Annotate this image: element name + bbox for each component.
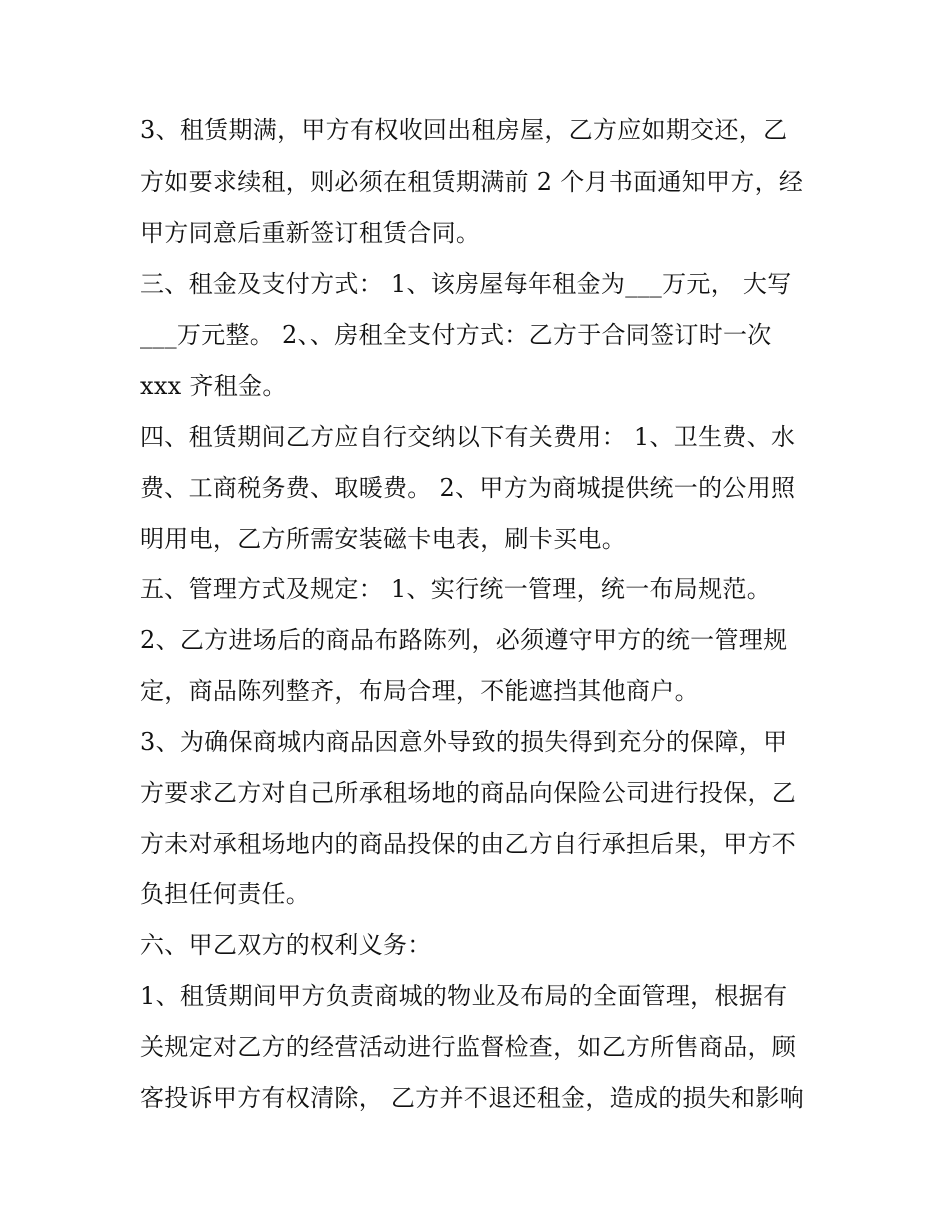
- text-line: ___万元整。 2、、房租全支付方式：乙方于合同签订时一次: [140, 321, 772, 349]
- text-line: 方如要求续租，则必须在租赁期满前 2 个月书面通知甲方，经: [140, 168, 804, 196]
- text-line: 定，商品陈列整齐，布局合理，不能遮挡其他商户。: [140, 677, 699, 705]
- text-line: 五、管理方式及规定： 1、实行统一管理，统一布局规范。: [140, 575, 771, 603]
- text-line: xxx 齐租金。: [140, 372, 287, 400]
- text-line: 甲方同意后重新签订租赁合同。: [140, 219, 481, 247]
- text-line: 关规定对乙方的经营活动进行监督检查，如乙方所售商品，顾: [140, 1033, 797, 1061]
- text-line: 六、甲乙双方的权利义务：: [140, 931, 432, 959]
- text-line: 三、租金及支付方式： 1、该房屋每年租金为___万元， 大写: [140, 270, 792, 298]
- text-line: 方未对承租场地内的商品投保的由乙方自行承担后果，甲方不: [140, 830, 797, 858]
- text-line: 3、为确保商城内商品因意外导致的损失得到充分的保障，甲: [140, 728, 788, 756]
- text-line: 3、租赁期满，甲方有权收回出租房屋，乙方应如期交还，乙: [140, 116, 788, 144]
- text-line: 客投诉甲方有权清除， 乙方并不退还租金，造成的损失和影响: [140, 1084, 805, 1112]
- text-line: 方要求乙方对自己所承租场地的商品向保险公司进行投保，乙: [140, 779, 797, 807]
- text-line: 四、租赁期间乙方应自行交纳以下有关费用： 1、卫生费、水: [140, 423, 796, 451]
- text-line: 2、乙方进场后的商品布路陈列，必须遵守甲方的统一管理规: [140, 626, 788, 654]
- text-line: 负担任何责任。: [140, 880, 311, 908]
- text-line: 1、租赁期间甲方负责商城的物业及布局的全面管理，根据有: [140, 982, 788, 1010]
- text-line: 费、工商税务费、取暖费。 2、甲方为商城提供统一的公用照: [140, 474, 796, 502]
- text-line: 明用电，乙方所需安装磁卡电表，刷卡买电。: [140, 525, 626, 553]
